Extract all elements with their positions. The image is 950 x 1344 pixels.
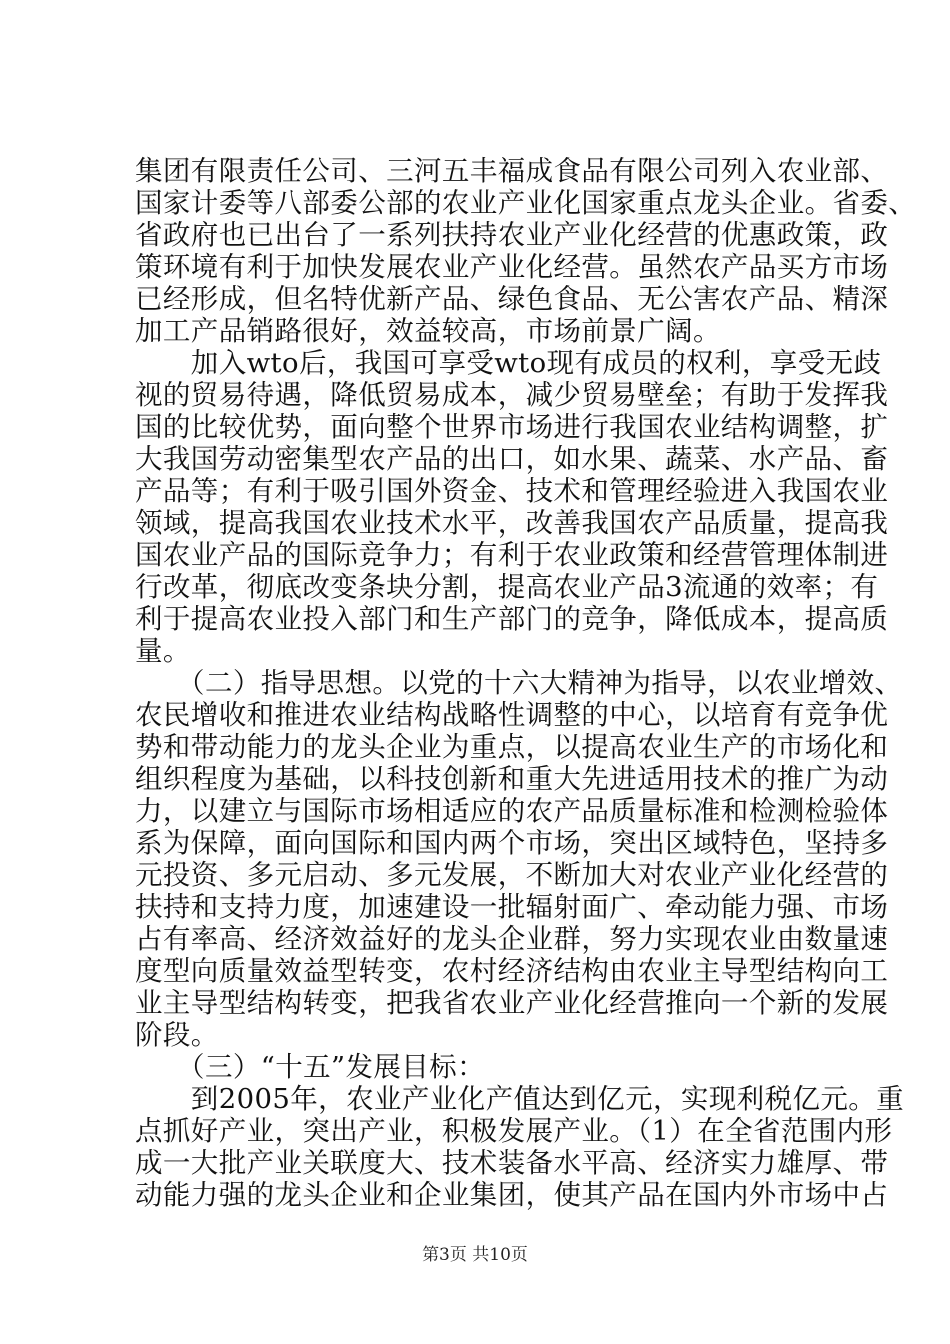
text-line: 国家计委等八部委公部的农业产业化国家重点龙头企业。省委、 xyxy=(135,187,917,219)
text-line: 加入wto后，我国可享受wto现有成员的权利，享受无歧 xyxy=(135,347,882,379)
text-line: 成一大批产业关联度大、技术装备水平高、经济实力雄厚、带 xyxy=(135,1147,889,1179)
text-line: 到2005年，农业产业化产值达到亿元，实现利税亿元。重 xyxy=(135,1083,905,1115)
text-line: 产品等；有利于吸引国外资金、技术和管理经验进入我国农业 xyxy=(135,475,889,507)
text-line: 业主导型结构转变，把我省农业产业化经营推向一个新的发展 xyxy=(135,987,889,1019)
document-body xyxy=(135,155,917,1211)
text-line: 领域，提高我国农业技术水平，改善我国农产品质量，提高我 xyxy=(135,507,889,539)
page-number-label: 第3页 共10页 xyxy=(422,1245,528,1265)
text-line: （二）指导思想。以党的十六大精神为指导，以农业增效、 xyxy=(135,667,903,699)
text-line: 系为保障，面向国际和国内两个市场，突出区域特色，坚持多 xyxy=(135,827,889,859)
text-line: 省政府也已出台了一系列扶持农业产业化经营的优惠政策，政 xyxy=(135,219,889,251)
text-line: 力，以建立与国际市场相适应的农产品质量标准和检测检验体 xyxy=(135,795,889,827)
text-line: 农民增收和推进农业结构战略性调整的中心，以培育有竞争优 xyxy=(135,699,889,731)
text-line: 国的比较优势，面向整个世界市场进行我国农业结构调整，扩 xyxy=(135,411,889,443)
page-footer xyxy=(0,1244,950,1266)
text-line: 集团有限责任公司、三河五丰福成食品有限公司列入农业部、 xyxy=(135,155,889,187)
text-line: 组织程度为基础，以科技创新和重大先进适用技术的推广为动 xyxy=(135,763,889,795)
text-line: 利于提高农业投入部门和生产部门的竞争，降低成本，提高质 xyxy=(135,603,889,635)
text-line: 加工产品销路很好，效益较高，市场前景广阔。 xyxy=(135,315,721,347)
text-line: 大我国劳动密集型农产品的出口，如水果、蔬菜、水产品、畜 xyxy=(135,443,889,475)
text-line: 视的贸易待遇，降低贸易成本，减少贸易壁垒；有助于发挥我 xyxy=(135,379,889,411)
paragraph-3 xyxy=(135,667,903,1051)
text-line: 已经形成，但名特优新产品、绿色食品、无公害农产品、精深 xyxy=(135,283,889,315)
section-heading: （三）“十五”发展目标： xyxy=(135,1051,485,1083)
text-line: 国农业产品的国际竞争力；有利于农业政策和经营管理体制进 xyxy=(135,539,889,571)
text-line: 阶段。 xyxy=(135,1019,219,1051)
paragraph-4-heading xyxy=(135,1051,829,1083)
text-line: 占有率高、经济效益好的龙头企业群，努力实现农业由数量速 xyxy=(135,923,889,955)
text-line: 动能力强的龙头企业和企业集团，使其产品在国内外市场中占 xyxy=(135,1179,889,1211)
text-line: 量。 xyxy=(135,635,191,667)
text-line: 度型向质量效益型转变，农村经济结构由农业主导型结构向工 xyxy=(135,955,889,987)
paragraph-1 xyxy=(135,155,917,347)
paragraph-2 xyxy=(135,347,889,667)
text-line: 策环境有利于加快发展农业产业化经营。虽然农产品买方市场 xyxy=(135,251,889,283)
paragraph-5 xyxy=(135,1083,905,1211)
text-line: 行改革，彻底改变条块分割，提高农业产品3流通的效率；有 xyxy=(135,571,879,603)
text-line: 扶持和支持力度，加速建设一批辐射面广、牵动能力强、市场 xyxy=(135,891,889,923)
text-line: 点抓好产业，突出产业，积极发展产业。（1）在全省范围内形 xyxy=(135,1115,893,1147)
text-line: 元投资、多元启动、多元发展，不断加大对农业产业化经营的 xyxy=(135,859,889,891)
text-line: 势和带动能力的龙头企业为重点，以提高农业生产的市场化和 xyxy=(135,731,889,763)
